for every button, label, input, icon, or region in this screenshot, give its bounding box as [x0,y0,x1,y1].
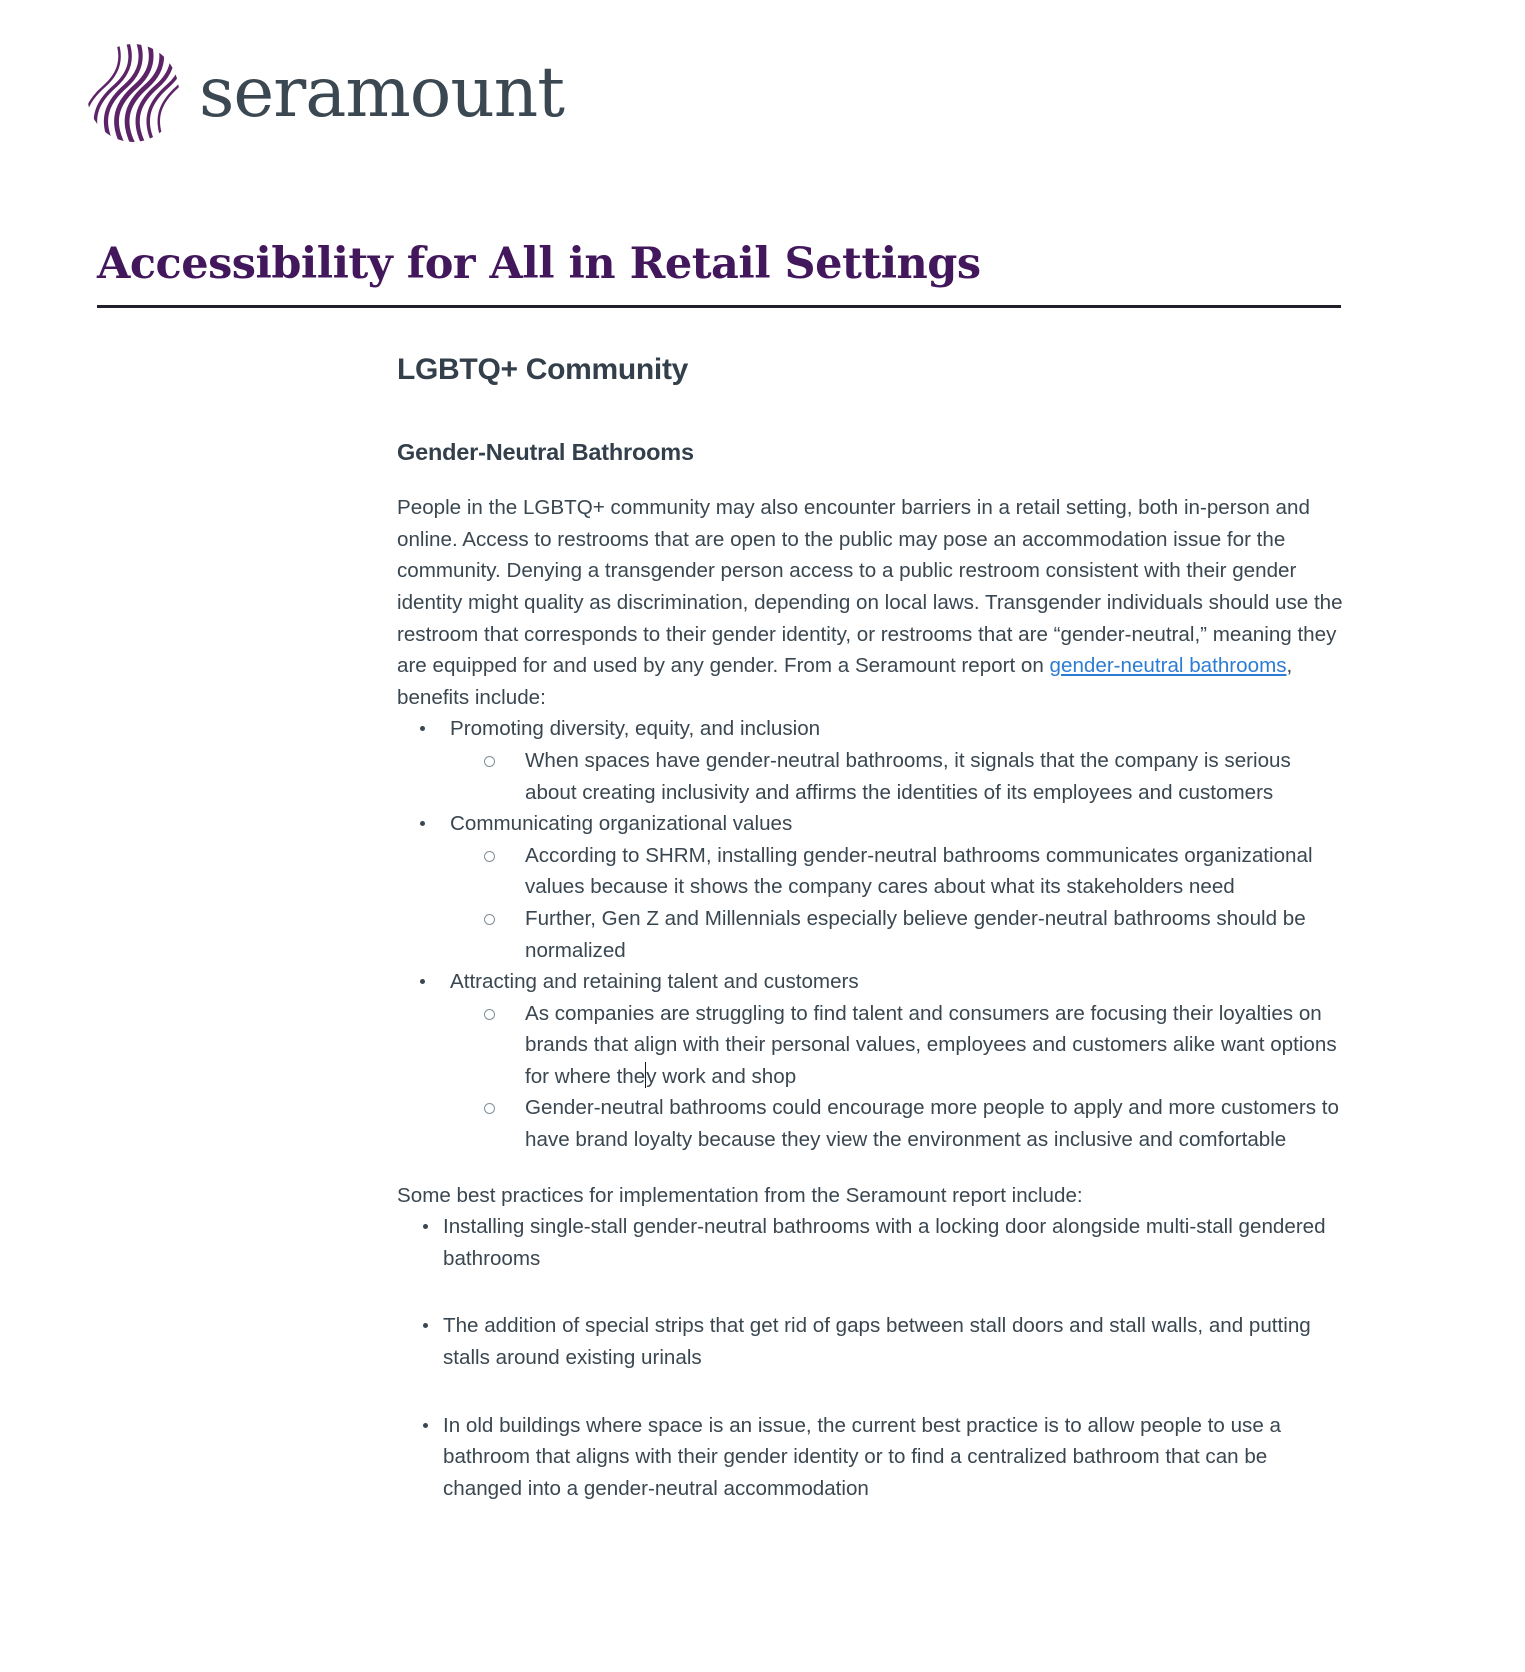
list-item [397,1310,1344,1373]
list-item-text: Promoting diversity, equity, and inclusion [450,717,821,741]
intro-text-before-link: People in the LGBTQ+ community may also encounter barriers in a retail setting, both in-person and online. Access to restrooms that are open to the public may pose an accommodation issue for the community. Denying a transgender person access to a public restroom consistent with their gender identity might quality as discrimination, depending on local laws. Transgender individuals should use the restroom that corresponds to their gender identity, or restrooms that are “gender-neutral,” meaning they are equipped for and used by any gender. From a Seramount report on [397,496,1343,678]
list-item-text: In old buildings where space is an issue, the current best practice is to allow people to use a bathroom that aligns with their gender identity or to find a centralized bathroom that can be changed into a gender-neutral accommodation [443,1413,1281,1500]
sub-list-item-text: Further, Gen Z and Millennials especially believe gender-neutral bathrooms should be normalized [525,906,1306,962]
gender-neutral-bathrooms-link[interactable]: gender-neutral bathrooms [1049,654,1287,678]
page-title: Accessibility for All in Retail Settings [97,239,981,289]
circle-bullet-icon [484,756,495,767]
sub-list-item [450,1092,1344,1155]
intro-paragraph [397,492,1344,713]
sub-list-item-text: y work and shop [646,1064,797,1088]
list-item [397,1211,1344,1274]
sub-list [450,840,1344,966]
sub-list-item [450,998,1344,1093]
logo [85,42,564,144]
list-item [397,1410,1344,1505]
circle-bullet-icon [484,1103,495,1114]
bullet-icon [420,726,425,731]
bullet-icon [420,979,425,984]
bullet-icon [423,1224,428,1229]
logo-wordmark: seramount [199,52,564,133]
subsection-heading: Gender-Neutral Bathrooms [397,439,694,465]
best-practices-list [397,1211,1344,1504]
title-block [97,240,1341,308]
seramount-wave-icon [85,42,181,144]
list-item [397,713,1344,808]
benefits-list [397,713,1344,1155]
sub-list [450,998,1344,1156]
sub-list-item [450,840,1344,903]
sub-list-item-text: When spaces have gender-neutral bathrooms, it signals that the company is serious about creating inclusivity and affirms the identities of its employees and customers [525,748,1291,804]
sub-list-item-text: According to SHRM, installing gender-neutral bathrooms communicates organizational values because it shows the company cares about what its stakeholders need [525,843,1313,899]
bullet-icon [423,1423,428,1428]
best-practices-intro: Some best practices for implementation from the Seramount report include: [397,1183,1083,1207]
sub-list-item [450,903,1344,966]
list-item-text: Installing single-stall gender-neutral bathrooms with a locking door alongside multi-stall gendered bathrooms [443,1215,1326,1270]
list-item [397,966,1344,1156]
document-body [397,352,1344,1504]
sub-list-item-text: As companies are struggling to find talent and consumers are focusing their loyalties on brands that align with their personal values, employees and customers alike want options for where the [525,1001,1337,1088]
intro-text-after-link: , benefits include: [397,654,1293,709]
circle-bullet-icon [484,851,495,862]
circle-bullet-icon [484,1009,495,1020]
bullet-icon [420,821,425,826]
list-item-text: Attracting and retaining talent and customers [450,970,859,994]
list-item [397,808,1344,966]
sub-list-item [450,745,1344,808]
list-item-text: Communicating organizational values [450,812,793,836]
section-heading: LGBTQ+ Community [397,353,689,386]
sub-list [450,745,1344,808]
circle-bullet-icon [484,914,495,925]
sub-list-item-text: Gender-neutral bathrooms could encourage more people to apply and more customers to have brand loyalty because they view the environment as inclusive and comfortable [525,1096,1339,1152]
bullet-icon [423,1323,428,1328]
list-item-text: The addition of special strips that get rid of gaps between stall doors and stall walls, and putting stalls around existing urinals [443,1314,1311,1370]
